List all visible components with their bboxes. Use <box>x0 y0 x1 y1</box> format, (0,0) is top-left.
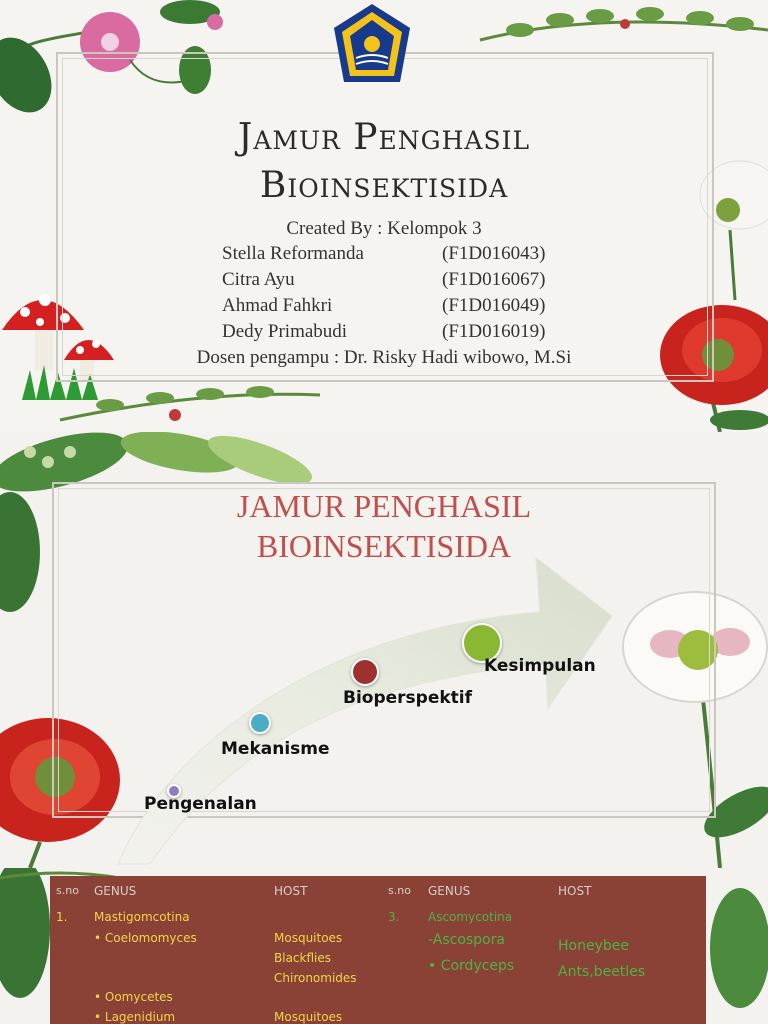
title-slide <box>0 0 768 432</box>
genus-name: -Ascospora <box>428 932 505 948</box>
step-bioperspektif: Bioperspektif <box>343 688 473 708</box>
member-id: (F1D016019) <box>442 321 546 342</box>
university-logo-icon <box>332 2 412 86</box>
col-header-genus-2: GENUS <box>428 884 471 898</box>
lecturer: Dosen pengampu : Dr. Risky Hadi wibowo, M.Si <box>196 347 572 368</box>
genus-group: Mastigomcotina <box>94 910 190 924</box>
col-header-host-2: HOST <box>558 884 592 898</box>
fungi-host-table <box>50 876 706 1024</box>
genus-name: • Coelomomyces <box>94 931 197 945</box>
step-kesimpulan: Kesimpulan <box>484 656 596 676</box>
member-name: Ahmad Fahkri <box>222 295 333 316</box>
member-name: Stella Reformanda <box>222 243 364 264</box>
title-line-1: JAMUR PENGHASIL <box>236 488 532 524</box>
col-header-genus: GENUS <box>94 884 137 898</box>
step-mekanisme: Mekanisme <box>221 739 330 759</box>
step-pengenalan: Pengenalan <box>144 794 257 814</box>
host-name: Honeybee <box>558 938 629 954</box>
outline-slide <box>0 432 768 868</box>
title-line-1: Jamur Penghasil <box>237 117 531 158</box>
genus-name: • Lagenidium <box>94 1010 176 1024</box>
member-name: Citra Ayu <box>222 269 295 290</box>
host-name: Chironomides <box>274 971 357 985</box>
genus-group: • Oomycetes <box>94 990 173 1004</box>
title-line-2: BIOINSEKTISIDA <box>256 528 512 564</box>
row-number: 3. <box>388 910 400 924</box>
bottom-leaf-branch-icon <box>60 386 320 421</box>
step-dot-red <box>351 658 379 686</box>
row-number: 1. <box>56 910 68 924</box>
col-header-host: HOST <box>274 884 308 898</box>
genus-group: Ascomycotina <box>428 910 513 924</box>
host-name: Ants,beetles <box>558 964 646 980</box>
genus-name: • Cordyceps <box>428 958 515 974</box>
col-header-sno: s.no <box>56 884 79 897</box>
created-by: Created By : Kelompok 3 <box>286 218 482 239</box>
slide-border <box>56 52 714 382</box>
curved-arrow-icon <box>0 432 768 868</box>
host-name: Mosquitoes <box>274 931 343 945</box>
member-id: (F1D016067) <box>442 269 546 290</box>
host-name: Blackflies <box>274 951 331 965</box>
member-name: Dedy Primabudi <box>222 321 348 342</box>
leaf-branch-icon <box>480 7 768 40</box>
col-header-sno-2: s.no <box>388 884 411 897</box>
member-id: (F1D016049) <box>442 295 546 316</box>
title-line-2: Bioinsektisida <box>259 165 509 206</box>
member-id: (F1D016043) <box>442 243 546 264</box>
host-name: Mosquitoes <box>274 1010 343 1024</box>
step-dot-teal <box>249 712 271 734</box>
table-slide <box>0 868 768 1024</box>
